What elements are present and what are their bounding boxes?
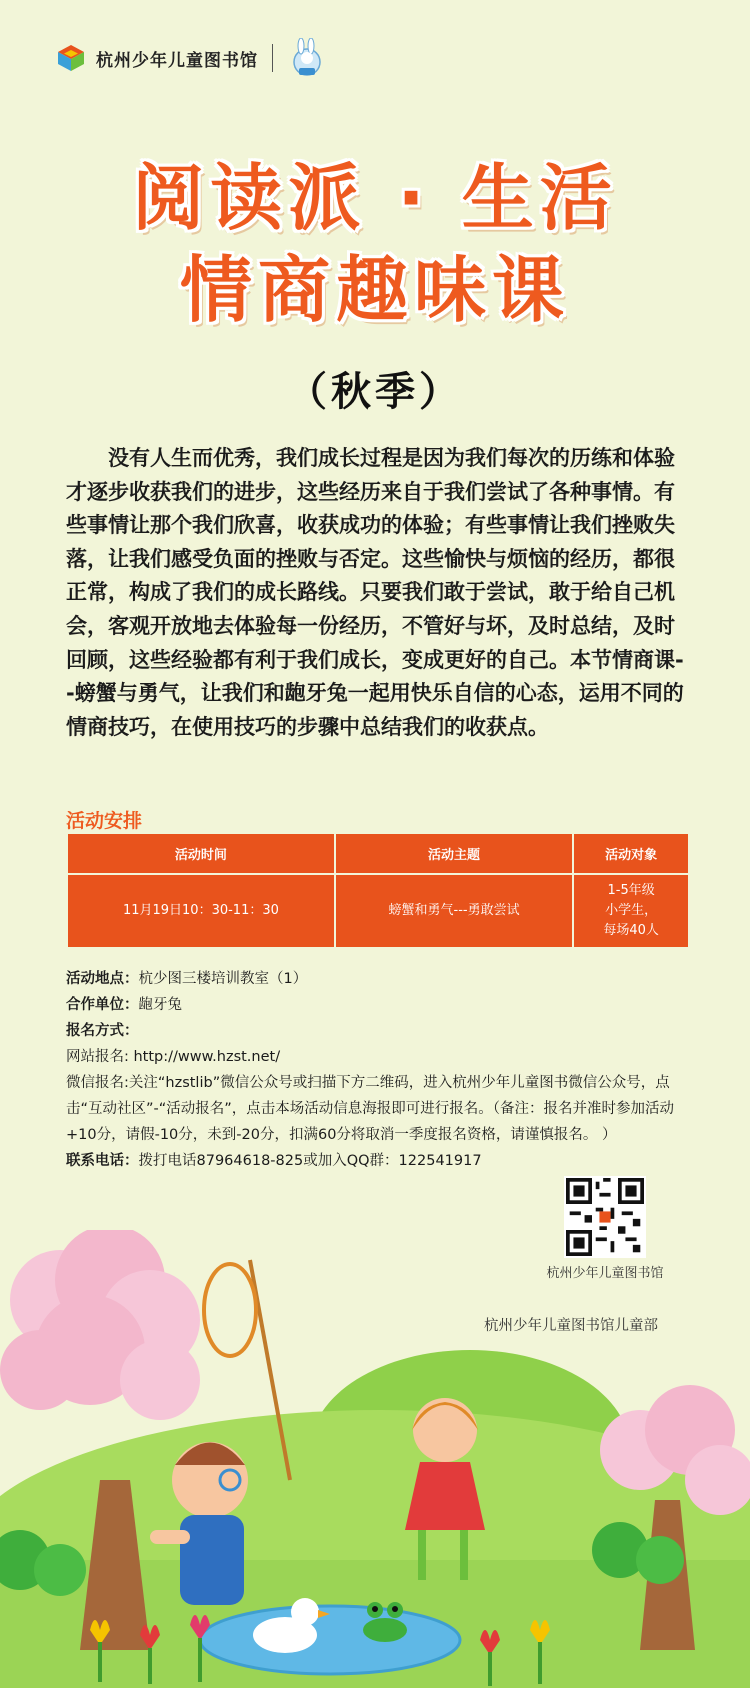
header-theme: 活动主题 [335, 833, 573, 874]
header-audience: 活动对象 [573, 833, 689, 874]
schedule-header-row [67, 833, 689, 874]
intro-paragraph: 没有人生而优秀，我们成长过程是因为我们每次的历练和体验才逐步收获我们的进步，这些经历来自于我们尝试了各种事情。有些事情让那个我们欣喜，收获成功的体验；有些事情让我们挫败失落，让我们感受负面的挫败与否定。这些愉快与烦恼的经历，都很正常，构成了我们的成长路线。只要我们敢于尝试，敢于给自己机会，客观开放地去体验每一份经历，不管好与坏，及时总结，及时回顾，这些经验都有利于我们成长，变成更好的自己。本节情商课--螃蟹与勇气，让我们和龅牙兔一起用快乐自信的心态，运用不同的情商技巧，在使用技巧的步骤中总结我们的收获点。 [66, 446, 684, 739]
schedule-section-title: 活动安排 [66, 810, 143, 832]
cell-theme: 螃蟹和勇气---勇敢尝试 [335, 874, 573, 948]
location-value: 杭少图三楼培训教室（1） [138, 971, 308, 987]
web-signup: 网站报名: http://www.hzst.net/ [66, 1049, 281, 1065]
header-time: 活动时间 [67, 833, 335, 874]
contact-label: 联系电话： [66, 1153, 139, 1169]
header [56, 38, 327, 78]
schedule-table [66, 832, 690, 949]
location-label: 活动地点： [66, 971, 139, 987]
org-name: 杭州少年儿童图书馆 [96, 50, 258, 71]
cell-time: 11月19日10：30-11：30 [67, 874, 335, 948]
contact-line [66, 1148, 686, 1174]
audience-line3: 每场40人 [603, 923, 659, 938]
library-logo-icon [56, 43, 86, 73]
location-line [66, 966, 686, 992]
info-block [66, 966, 686, 1174]
schedule-row [67, 874, 689, 948]
signup-label: 报名方式： [66, 1023, 139, 1039]
spring-scene-illustration [0, 1230, 750, 1688]
main-title-line1: 阅读派 · 生活 [132, 156, 618, 240]
partner-value: 龅牙兔 [138, 997, 182, 1013]
season-subtitle: （秋季） [287, 369, 463, 415]
contact-value: 拨打电话87964618-825或加入QQ群：122541917 [138, 1153, 482, 1169]
main-title-line2: 情商趣味课 [179, 248, 570, 332]
partner-label: 合作单位： [66, 997, 139, 1013]
rabbit-mascot-icon [287, 38, 327, 78]
header-divider [272, 44, 273, 72]
qr-label: 杭州少年儿童图书馆 [546, 1266, 664, 1281]
partner-line [66, 992, 686, 1018]
wechat-signup: 微信报名:关注“hzstlib”微信公众号或扫描下方二维码，进入杭州少年儿童图书微信公众号，点击“互动社区”-“活动报名”，点击本场活动信息海报即可进行报名。（备注：报名并准时参加活动+10分，请假-10分，未到-20分，扣满60分将取消一季度报名资格，请谨慎报名。 ） [66, 1075, 675, 1143]
audience-line1: 1-5年级 [607, 883, 655, 898]
department-name: 杭州少年儿童图书馆儿童部 [484, 1318, 658, 1334]
cell-audience [573, 874, 689, 948]
audience-line2: 小学生， [605, 903, 658, 918]
